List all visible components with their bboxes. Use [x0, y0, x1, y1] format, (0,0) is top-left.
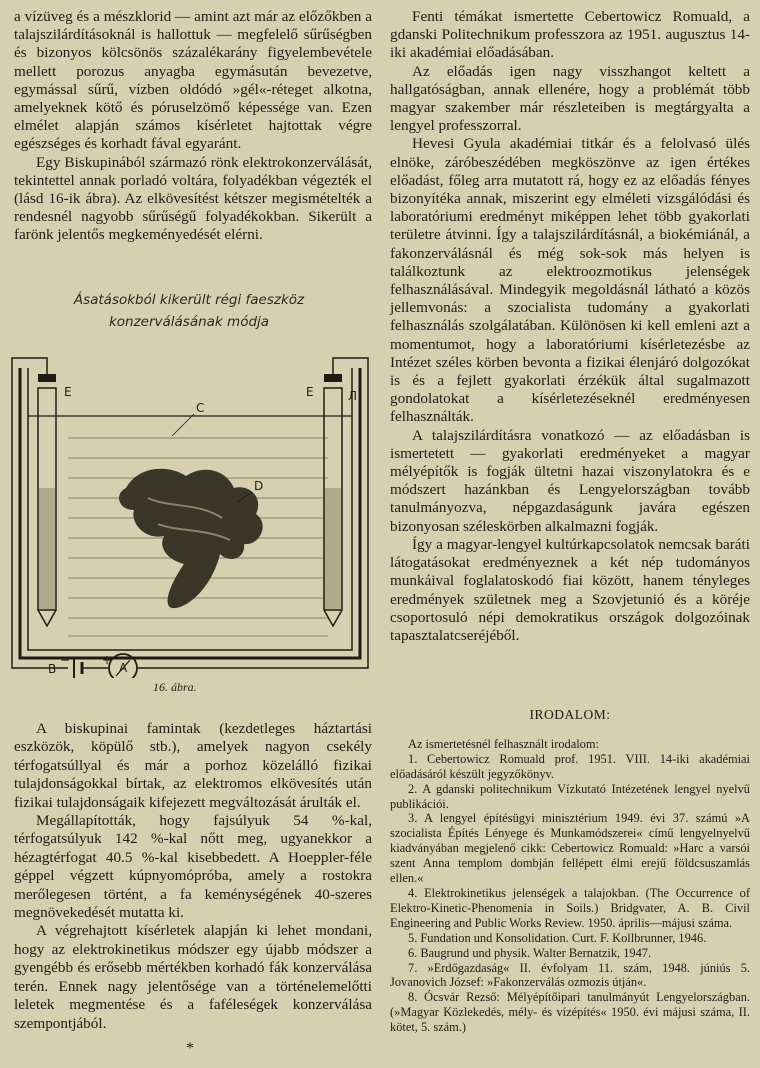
label-minus: − — [60, 653, 71, 667]
reference-item: 5. Fundation und Konsolidation. Curt. F. Kollbrunner, 1946. — [408, 930, 707, 945]
right-column — [390, 8, 750, 645]
reference-item: 8. Ócsvár Rezső: Mélyépítőipari tanulmányút Lengyelországban. (»Magyar Közlekedés, mély- és vízépítés« 1950. évi májusi száma, II. kötet, 5. szám.) — [390, 990, 750, 1035]
figure-16 — [8, 288, 370, 708]
paragraph: Az előadás igen nagy visszhangot keltett a hallgatóságban, annak ellenére, hogy a problémát több magyar szakember már részleteiben is megtárgyalta a lengyel professzorral. — [390, 62, 750, 135]
figure-caption: 16. ábra. — [153, 680, 197, 694]
label-d: D — [254, 479, 264, 493]
label-e-left: E — [64, 385, 72, 399]
paragraph: A végrehajtott kísérletek alapján ki lehet mondani, hogy az elektrokinetikus módszer egy újabb módszer a gyengébb és erősebb mértékben korhadó fák konzerválása terén. Ennek nagy jelentősége van a történelemelőtti leletek megmentése és a faféleségek konzerválása szempontjából. — [14, 922, 372, 1032]
paragraph: Hevesi Gyula akadémiai titkár és a felolvasó ülés elnöke, záróbeszédében megköszönve az igen értékes előadást, főleg arra mutatott rá, hogy ez az előadás fényes bizonyítéka annak, miszerint egy elméleti vizsgálódási és laboratóriumi eredményt miképpen lehet több gyakorlati területre átvinni. Így a talajszilárdításnál, a biokémiánál, a fakonzerválásnál és még sok-sok más helyen is találkoztunk az elektroozmotikus jelenségek felhasználásával. Mindegyik megoldásnál látható a közös jellemvonás: a szocialista tudomány a gyakorlati felhasználás szolgálatában. Különösen ki kell emleni azt a momentumot, hogy a laboratóriumi kísérletezésbe az Intézet széles körben bevonta a fizikai élenjáró dolgozókat is és a fejlett gyakorlati érzékük által sugalmazott gondolatokat a kísérletezéseknél eredményesen felhasználták. — [390, 135, 750, 426]
reference-item: 1. Cebertowicz Romuald prof. 1951. VIII. 14-iki akadémiai előadásáról készült jegyzőkönyv. — [390, 751, 750, 781]
paragraph: A talajszilárdításra vonatkozó — az előadásban is ismertetett — gyakorlati eredményeket a magyar mélyépítők is fogják ültetni hazai viszonylatokra és e módszert hazánkban és Lengyelországban tovább tanulmányozva, népgazdaságunk javára egészen bizonyosan széleskörben alkalmazni fogják. — [390, 426, 750, 535]
reference-item: Az ismertetésnél felhasznált irodalom: — [408, 736, 599, 751]
paragraph: a vízüveg és a mészklorid — amint azt már az előzőkben a talajszilárdításoknál is hallottuk — megfelelő sűrűségben és bizonyos kölcsönös százalékarány figyelembevétele mellett porozus anyagba egymásután bevezetve, egymással sűrű, vízben oldódó »gél«-réteget alkotna, amelyeknek kötő és póruselzömő képessége van. Ezen elmélet alapján számos kísérletet hajtottak végre egészséges és korhadt fával egyaránt. — [14, 8, 372, 153]
label-n: Л — [348, 389, 358, 403]
left-column-bottom — [14, 720, 372, 1033]
left-column-top — [14, 8, 372, 245]
reference-item: 4. Elektrokinetikus jelenségek a talajokban. (The Occurrence of Elektro-Kinetic-Phenomenia in Soils.) Bridgvater, A. B. Civil Engineering and Public Works Review. 1950. április—májusi száma. — [390, 885, 750, 930]
leader-c — [172, 414, 194, 436]
reference-item: 7. »Erdőgazdaság« II. évfolyam 11. szám, 1948. júniús 5. Jovanovich József: »Fakonzerválás ozmozis útján«. — [390, 960, 750, 990]
reference-item: 2. A gdanski politechnikum Vízkutató Intézetének lengyel nyelvű publikációi. — [390, 781, 750, 811]
paragraph: Megállapították, hogy fajsúlyuk 54 %-kal, térfogatsúlyuk 142 %-kal nőtt meg, ugyanekkor a hézagtérfogat 40.5 %-kal kisebbedett. A Hoeppler-féle géppel végzett kúpnyomópróba, amely a rostokra merőlegesen történt, a fa keménységének 40-szeres megnövekedését mutatta ki. — [14, 812, 372, 922]
label-b: B — [48, 662, 57, 676]
paragraph: Így a magyar-lengyel kultúrkapcsolatok nemcsak baráti látogatásokat eredményeznek a két nép tudományos munkáival foglalatoskodó fiai között, hanem tényleges eredmények születnek meg a Szovjetunió és a köréje csoportosuló népi demokratikus országok dolgozóinak tapasztalatcseréjéből. — [390, 535, 750, 644]
reference-item: 3. A lengyel építésügyi minisztérium 1949. évi 37. számú »A szocialista Építés Lényege és Munkamódszerei« című lengyelnyelvű kiadványában megjelenő cikk: Cebertowicz Romuald: »Harc a varsói szent Anna templom dombján fellépett élmi erejű földcsuszamlás ellen.« — [390, 811, 750, 886]
electro-conservation-apparatus-diagram — [8, 288, 370, 678]
paragraph: Egy Biskupinából származó rönk elektrokonzerválását, tekintettel annak porladó voltára, folyadékban végezték el (lásd 16-ik ábra). Az elkövesítést kétszer megismételték a rendesnél nagyobb sűrűségű folyadékokban. Sikerült a farönk jelentős megkeményedését elérni. — [14, 153, 372, 244]
references-heading: IRODALOM: — [529, 707, 611, 722]
paragraph: A biskupinai famintak (kezdetleges háztartási eszközök, köpülő stb.), amelyek nagyon csekély térfogatsúllyal és már a porhoz közelálló fizikai tulajdonságokkal bírtak, az elektromos elkövesítés után fizikai tulajdonságaik kifejezett megváltozását árulták el. — [14, 720, 372, 811]
electrode-right-sand — [325, 488, 341, 609]
label-plus: + — [102, 653, 113, 667]
references-section — [390, 708, 750, 1035]
electrode-left-clamp — [38, 374, 56, 382]
electrode-right-clamp — [324, 374, 342, 382]
label-e-right: E — [306, 385, 314, 399]
reference-item: 6. Baugrund und physik. Walter Bernatzik, 1947. — [408, 945, 652, 960]
figure-title-line2: konzerválásának módja — [108, 314, 270, 330]
label-c: C — [196, 401, 205, 415]
wooden-object — [119, 469, 263, 608]
electrode-left-sand — [39, 488, 55, 609]
paragraph: Fenti témákat ismertette Cebertowicz Romuald, a gdanski Politechnikum professzora az 1951. augusztus 14-iki akadémiai előadásában. — [390, 8, 750, 62]
electrode-left-tip — [38, 610, 56, 626]
label-a: A — [119, 661, 128, 675]
section-separator: * — [186, 1040, 194, 1057]
figure-title-line1: Ásatásokból kikerült régi faeszköz — [73, 292, 305, 308]
